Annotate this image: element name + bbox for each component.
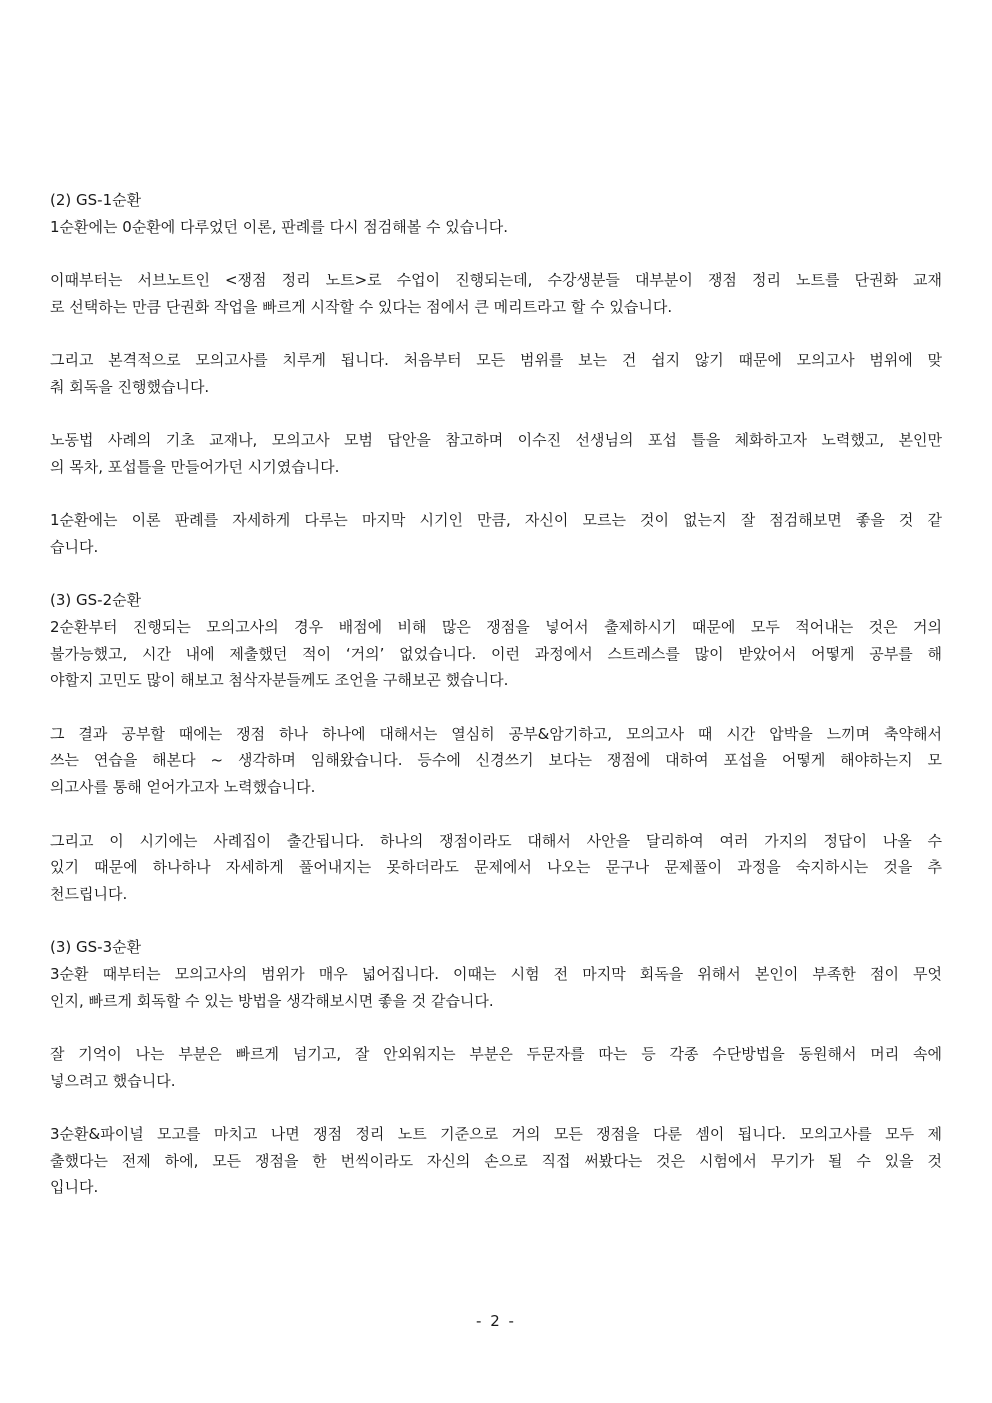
paragraph-line: 의고사를 통해 얻어가고자 노력했습니다. <box>50 778 316 797</box>
paragraph <box>50 961 942 1014</box>
paragraph-line: 야할지 고민도 많이 해보고 첨삭자분들께도 조언을 구해보곤 했습니다. <box>50 671 509 690</box>
paragraph-line: 인지, 빠르게 회독할 수 있는 방법을 생각해보시면 좋을 것 같습니다. <box>50 991 494 1010</box>
paragraph-line: 의 목차, 포섭틀을 만들어가던 시기였습니다. <box>50 457 340 476</box>
paragraph <box>50 267 942 320</box>
paragraph-line: 3순환 때부터는 모의고사의 범위가 매우 넓어집니다. 이때는 시험 전 마지막 회독을 위해서 본인이 부족한 점이 무엇 <box>50 964 942 983</box>
paragraph-spacer <box>50 481 942 508</box>
paragraph-line: 1순환에는 0순환에 다루었던 이론, 판례를 다시 점검해볼 수 있습니다. <box>50 217 509 236</box>
paragraph-line: 노동법 사례의 기초 교재나, 모의고사 모범 답안을 참고하며 이수진 선생님의 포섭 틀을 체화하고자 노력했고, 본인만 <box>50 431 942 450</box>
paragraph-line: 있기 때문에 하나하나 자세하게 풀어내지는 못하더라도 문제에서 나오는 문구나 문제풀이 과정을 숙지하시는 것을 추 <box>50 858 942 877</box>
section-spacer <box>50 908 942 935</box>
document-body <box>50 187 942 1201</box>
section-heading: (3) GS-3순환 <box>50 938 142 957</box>
paragraph-spacer <box>50 1094 942 1121</box>
paragraph-line: 이때부터는 서브노트인 <쟁점 정리 노트>로 수업이 진행되는데, 수강생분들 대부분이 쟁점 정리 노트를 단권화 교재 <box>50 271 942 290</box>
paragraph-line: 로 선택하는 만큼 단권화 작업을 빠르게 시작할 수 있다는 점에서 큰 메리트라고 할 수 있습니다. <box>50 297 673 316</box>
section-spacer <box>50 561 942 588</box>
paragraph <box>50 614 942 694</box>
paragraph-line: 그 결과 공부할 때에는 쟁점 하나 하나에 대해서는 열심히 공부&암기하고, 모의고사 때 시간 압박을 느끼며 축약해서 <box>50 724 942 743</box>
paragraph-line: 넣으려고 했습니다. <box>50 1071 176 1090</box>
paragraph-line: 습니다. <box>50 537 99 556</box>
paragraph-spacer <box>50 694 942 721</box>
paragraph <box>50 721 942 801</box>
paragraph <box>50 347 942 400</box>
paragraph-line: 쓰는 연습을 해본다 ~ 생각하며 임해왔습니다. 등수에 신경쓰기 보다는 쟁점에 대하여 포섭을 어떻게 해야하는지 모 <box>50 751 942 770</box>
paragraph-line: 1순환에는 이론 판례를 자세하게 다루는 마지막 시기인 만큼, 자신이 모르는 것이 없는지 잘 점검해보면 좋을 것 같 <box>50 511 942 530</box>
paragraph <box>50 214 942 241</box>
paragraph <box>50 1041 942 1094</box>
paragraph-spacer <box>50 240 942 267</box>
paragraph-line: 출했다는 전제 하에, 모든 쟁점을 한 번씩이라도 자신의 손으로 직접 써봤다는 것은 시험에서 무기가 될 수 있을 것 <box>50 1151 942 1170</box>
section-heading: (2) GS-1순환 <box>50 191 142 209</box>
paragraph-line: 춰 회독을 진행했습니다. <box>50 377 210 396</box>
paragraph-line: 불가능했고, 시간 내에 제출했던 적이 ‘거의’ 없었습니다. 이런 과정에서 스트레스를 많이 받았어서 어떻게 공부를 해 <box>50 644 942 663</box>
paragraph-line: 2순환부터 진행되는 모의고사의 경우 배점에 비해 많은 쟁점을 넣어서 출제하시기 때문에 모두 적어내는 것은 거의 <box>50 618 942 636</box>
paragraph-line: 입니다. <box>50 1178 99 1197</box>
paragraph-line: 그리고 본격적으로 모의고사를 치루게 됩니다. 처음부터 모든 범위를 보는 건 쉽지 않기 때문에 모의고사 범위에 맞 <box>50 351 942 370</box>
paragraph-line: 3순환&파이널 모고를 마치고 나면 쟁점 정리 노트 기준으로 거의 모든 쟁점을 다룬 셈이 됩니다. 모의고사를 모두 제 <box>50 1125 942 1144</box>
section-heading: (3) GS-2순환 <box>50 591 142 610</box>
paragraph-line: 천드립니다. <box>50 884 128 903</box>
paragraph-spacer <box>50 401 942 428</box>
paragraph <box>50 427 942 480</box>
paragraph-line: 잘 기억이 나는 부분은 빠르게 넘기고, 잘 안외워지는 부분은 두문자를 따는 등 각종 수단방법을 동원해서 머리 속에 <box>50 1045 942 1063</box>
paragraph-spacer <box>50 1014 942 1041</box>
paragraph <box>50 1121 942 1201</box>
paragraph-spacer <box>50 801 942 828</box>
paragraph <box>50 828 942 908</box>
paragraph-line: 그리고 이 시기에는 사례집이 출간됩니다. 하나의 쟁점이라도 대해서 사안을 달리하여 여러 가지의 정답이 나올 수 <box>50 831 942 850</box>
page-number: - 2 - <box>476 1312 516 1330</box>
paragraph-spacer <box>50 320 942 347</box>
paragraph <box>50 507 942 560</box>
